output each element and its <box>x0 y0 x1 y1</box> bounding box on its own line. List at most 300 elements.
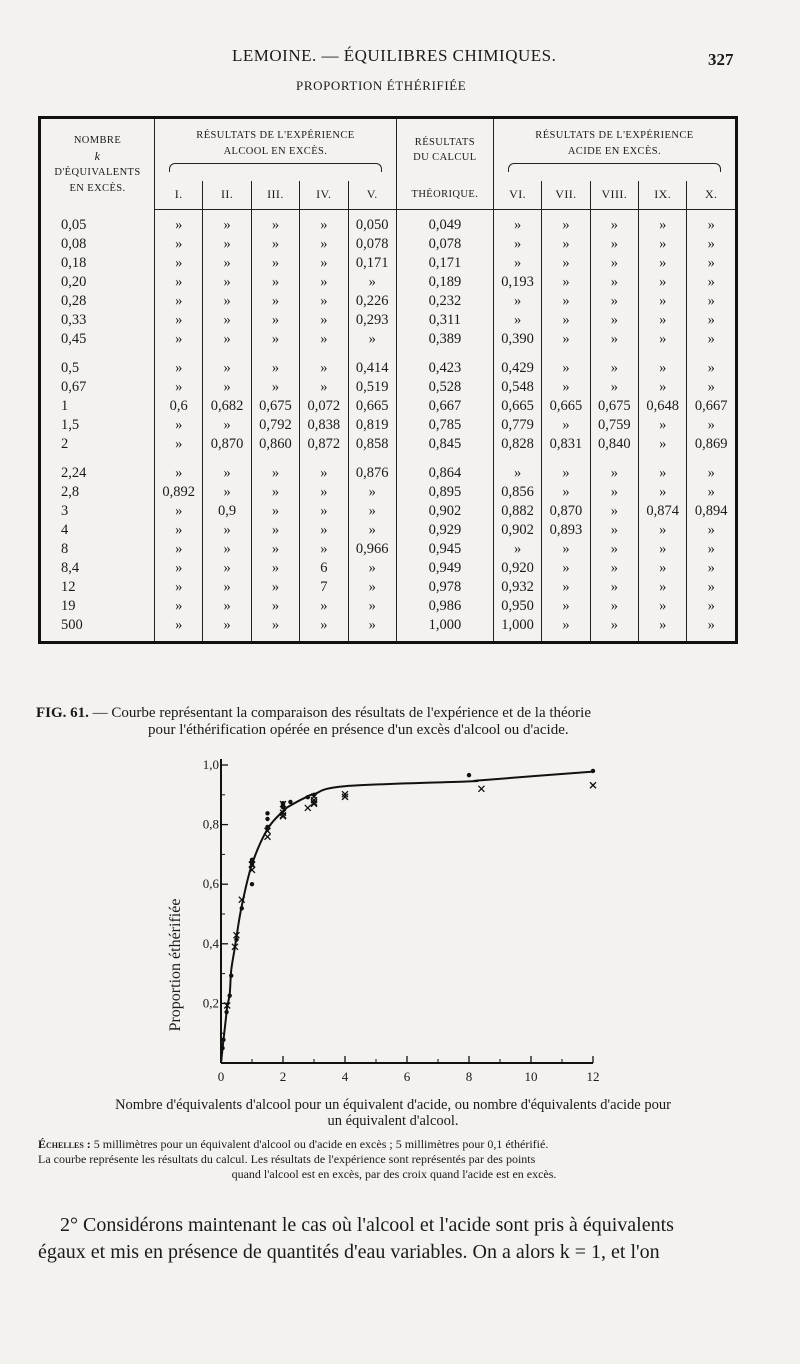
cell-k: 0,67 <box>40 378 155 397</box>
table-cell: » <box>251 578 299 597</box>
table-cell: » <box>155 435 203 454</box>
experiment-point-marker <box>227 993 231 997</box>
x-tick-label: 12 <box>586 1069 600 1084</box>
table-cell: 0,389 <box>396 330 493 349</box>
table-cell: » <box>348 330 396 349</box>
table-cell: 0,870 <box>542 502 590 521</box>
table-cell: » <box>542 311 590 330</box>
table-cell: » <box>155 597 203 616</box>
table-cell: » <box>251 483 299 502</box>
table-row <box>40 210 737 236</box>
x-axis-title <box>36 1097 750 1129</box>
table-cell: » <box>493 254 541 273</box>
table-cell: » <box>300 210 348 236</box>
table-cell: 0,072 <box>300 397 348 416</box>
table-cell: » <box>639 273 687 292</box>
table-cell: » <box>300 616 348 643</box>
table-cell: » <box>300 359 348 378</box>
table-cell: 0,828 <box>493 435 541 454</box>
figure-caption-line1: — Courbe représentant la comparaison des résultats de l'expérience et de la théorie <box>92 705 592 721</box>
table-cell: » <box>155 330 203 349</box>
table-cell: » <box>639 378 687 397</box>
y-tick-label: 0,6 <box>202 876 219 892</box>
experiment-point-marker <box>265 811 269 815</box>
table-cell: » <box>639 435 687 454</box>
theory-curve <box>221 772 593 1063</box>
cell-k: 2 <box>40 435 155 454</box>
table-cell: » <box>203 464 251 483</box>
table-cell: 0,189 <box>396 273 493 292</box>
table-cell: » <box>300 235 348 254</box>
col-group-calcul: RÉSULTATS DU CALCUL <box>396 118 493 182</box>
experiment-point-marker <box>288 800 292 804</box>
col-header-roman: VI. <box>493 181 541 210</box>
table-cell: 0,665 <box>542 397 590 416</box>
table-cell: 0,232 <box>396 292 493 311</box>
table-cell: 0,902 <box>493 521 541 540</box>
experiment-cross-marker <box>590 782 596 788</box>
table-cell: » <box>639 292 687 311</box>
cell-k: 2,24 <box>40 464 155 483</box>
col-header-k: NOMBRE k D'ÉQUIVALENTS EN EXCÈS. <box>40 118 155 210</box>
figure-caption <box>36 705 746 739</box>
table-cell: 0,423 <box>396 359 493 378</box>
table-cell: » <box>300 254 348 273</box>
table-cell: » <box>251 464 299 483</box>
table-cell: » <box>251 292 299 311</box>
table-cell: » <box>639 311 687 330</box>
table-row <box>40 254 737 273</box>
table-cell: 0,667 <box>396 397 493 416</box>
col-header-roman: X. <box>687 181 737 210</box>
col-header-roman: IV. <box>300 181 348 210</box>
table-cell: 0,665 <box>348 397 396 416</box>
table-cell: » <box>590 483 638 502</box>
cell-k: 0,05 <box>40 210 155 236</box>
table-cell: » <box>542 540 590 559</box>
y-tick-label: 0,8 <box>202 816 219 832</box>
table-cell: 7 <box>300 578 348 597</box>
table-cell: » <box>542 616 590 643</box>
table-row <box>40 540 737 559</box>
x-axis-title-line1: Nombre d'équivalents d'alcool pour un équivalent d'acide, ou nombre d'équivalents d'acide pour <box>115 1097 671 1113</box>
table-cell: 0,945 <box>396 540 493 559</box>
table-row <box>40 483 737 502</box>
table-cell: 0,528 <box>396 378 493 397</box>
table-cell: » <box>590 330 638 349</box>
table-cell: » <box>348 559 396 578</box>
x-tick-label: 6 <box>403 1069 411 1084</box>
table-row <box>40 578 737 597</box>
table-cell: » <box>542 464 590 483</box>
table-cell: » <box>251 273 299 292</box>
table-cell: » <box>590 311 638 330</box>
table-cell: 0,966 <box>348 540 396 559</box>
table-cell: » <box>707 579 715 595</box>
table-cell: » <box>639 464 687 483</box>
col-header-roman: II. <box>203 181 251 210</box>
col-group-alcool: RÉSULTATS DE L'EXPÉRIENCE ALCOOL EN EXCÈS. <box>155 118 397 182</box>
table-row <box>40 359 737 378</box>
figure-label: FIG. 61. <box>36 705 89 721</box>
col-header-roman: III. <box>251 181 299 210</box>
etherification-chart <box>0 740 800 1090</box>
table-row <box>40 273 737 292</box>
experiment-cross-marker <box>478 786 484 792</box>
table-cell: 0,838 <box>300 416 348 435</box>
table-cell: » <box>155 292 203 311</box>
table-cell: » <box>155 235 203 254</box>
table-cell: » <box>707 617 715 633</box>
experiment-point-marker <box>306 795 310 799</box>
table-cell: 0,792 <box>251 416 299 435</box>
table-cell: 0,894 <box>694 503 728 519</box>
table-cell: 0,050 <box>348 210 396 236</box>
table-cell: 0,311 <box>396 311 493 330</box>
table-cell: » <box>348 521 396 540</box>
table-row <box>40 378 737 397</box>
table-cell: 0,548 <box>493 378 541 397</box>
table-cell: » <box>155 210 203 236</box>
table-cell: » <box>251 311 299 330</box>
col-header-roman: V. <box>348 181 396 210</box>
table-cell: » <box>542 359 590 378</box>
table-cell: » <box>542 416 590 435</box>
table-cell: » <box>590 464 638 483</box>
table-cell: » <box>493 292 541 311</box>
experiment-cross-marker <box>305 805 311 811</box>
table-cell: » <box>590 378 638 397</box>
table-row <box>40 416 737 435</box>
table-cell: » <box>155 359 203 378</box>
table-cell: 0,929 <box>396 521 493 540</box>
table-cell: » <box>493 311 541 330</box>
table-cell: » <box>639 359 687 378</box>
table-cell: 0,932 <box>493 578 541 597</box>
table-header-row <box>40 118 737 182</box>
table-cell: » <box>639 540 687 559</box>
table-cell: » <box>542 235 590 254</box>
table-cell: » <box>493 235 541 254</box>
cell-k: 0,33 <box>40 311 155 330</box>
table-cell: » <box>542 210 590 236</box>
table-cell: 0,950 <box>493 597 541 616</box>
chart-axes <box>221 759 593 1063</box>
cell-k: 0,20 <box>40 273 155 292</box>
table-cell: » <box>348 273 396 292</box>
table-body <box>40 210 737 643</box>
x-tick-label: 4 <box>341 1069 349 1084</box>
table-cell: 0,519 <box>348 378 396 397</box>
table-cell: » <box>300 597 348 616</box>
cell-k: 1 <box>40 397 155 416</box>
table-cell: 0,078 <box>348 235 396 254</box>
table-cell: » <box>639 330 687 349</box>
table-cell: » <box>251 559 299 578</box>
experiment-point-marker <box>234 937 238 941</box>
figure-notes <box>38 1137 750 1182</box>
cell-k: 4 <box>40 521 155 540</box>
table-cell: » <box>203 578 251 597</box>
table-cell: » <box>300 330 348 349</box>
table-cell: » <box>707 236 715 252</box>
cell-k: 0,18 <box>40 254 155 273</box>
table-cell: 0,920 <box>493 559 541 578</box>
table-cell: » <box>348 597 396 616</box>
scales-label: Échelles : <box>38 1137 91 1151</box>
table-cell: » <box>639 210 687 236</box>
y-axis-label: Proportion éthérifiée <box>167 898 184 1032</box>
table-cell: » <box>639 559 687 578</box>
table-row <box>40 502 737 521</box>
table-row <box>40 559 737 578</box>
table-cell: » <box>348 502 396 521</box>
table-cell: 0,429 <box>493 359 541 378</box>
table-cell: » <box>639 235 687 254</box>
table-cell: 0,831 <box>542 435 590 454</box>
table-cell: 0,845 <box>396 435 493 454</box>
table-cell: » <box>203 483 251 502</box>
table-cell: » <box>639 254 687 273</box>
cell-k: 0,28 <box>40 292 155 311</box>
note-line1: La courbe représente les résultats du calcul. Les résultats de l'expérience sont représentés par des points <box>38 1152 536 1166</box>
table-cell: » <box>203 235 251 254</box>
table-cell: » <box>203 292 251 311</box>
table-cell: » <box>542 330 590 349</box>
table-cell: » <box>155 616 203 643</box>
col-group-acide: RÉSULTATS DE L'EXPÉRIENCE ACIDE EN EXCÈS. <box>493 118 736 182</box>
table-cell: 0,864 <box>396 464 493 483</box>
table-cell: 6 <box>300 559 348 578</box>
table-row <box>40 235 737 254</box>
page-number: 327 <box>708 50 734 69</box>
cell-k: 0,5 <box>40 359 155 378</box>
table-cell: 0,193 <box>493 273 541 292</box>
table-cell: » <box>155 578 203 597</box>
table-cell: » <box>590 540 638 559</box>
table-cell: » <box>203 210 251 236</box>
table-cell: » <box>203 330 251 349</box>
table-cell: » <box>542 273 590 292</box>
col-header-roman: IX. <box>639 181 687 210</box>
x-axis-title-line2: un équivalent d'alcool. <box>327 1113 459 1129</box>
table-cell: » <box>251 597 299 616</box>
table-cell: » <box>590 254 638 273</box>
table-cell: » <box>707 331 715 347</box>
table-cell: » <box>639 616 687 643</box>
etherification-table <box>38 116 738 644</box>
table-cell: » <box>707 522 715 538</box>
table-row <box>40 330 737 349</box>
table-cell: 0,049 <box>396 210 493 236</box>
table-cell: » <box>639 483 687 502</box>
table-cell: » <box>542 597 590 616</box>
cell-k: 1,5 <box>40 416 155 435</box>
col-header-roman: VII. <box>542 181 590 210</box>
table-cell: » <box>251 254 299 273</box>
table-cell: 1,000 <box>396 616 493 643</box>
table-cell: » <box>300 502 348 521</box>
table-cell: » <box>203 540 251 559</box>
experiment-cross-marker <box>265 834 271 840</box>
table-cell: » <box>155 464 203 483</box>
table-cell: 0,870 <box>203 435 251 454</box>
experiment-point-marker <box>591 769 595 773</box>
table-cell: » <box>707 560 715 576</box>
x-tick-label: 0 <box>217 1069 225 1084</box>
table-cell: » <box>707 465 715 481</box>
col-header-roman: VIII. <box>590 181 638 210</box>
cell-k: 12 <box>40 578 155 597</box>
table-cell: 0,840 <box>590 435 638 454</box>
table-cell: » <box>639 578 687 597</box>
body-line2: égaux et mis en présence de quantités d'eau variables. On a alors k = 1, et l'on <box>38 1241 660 1263</box>
group-spacer <box>40 349 737 359</box>
table-cell: 0,667 <box>694 398 728 414</box>
table-cell: » <box>707 379 715 395</box>
experiment-point-marker <box>220 1046 224 1050</box>
table-cell: » <box>493 210 541 236</box>
table-cell: 1,000 <box>493 616 541 643</box>
table-cell: 0,390 <box>493 330 541 349</box>
body-paragraph <box>38 1212 750 1266</box>
table-cell: » <box>251 540 299 559</box>
experiment-point-marker <box>265 817 269 821</box>
table-cell: » <box>542 378 590 397</box>
x-tick-label: 10 <box>524 1069 538 1084</box>
table-cell: » <box>155 559 203 578</box>
table-cell: » <box>590 235 638 254</box>
table-cell: » <box>203 254 251 273</box>
table-cell: » <box>348 578 396 597</box>
table-cell: » <box>493 464 541 483</box>
table-cell: » <box>251 616 299 643</box>
experiment-point-marker <box>224 1010 228 1014</box>
experiment-point-marker <box>250 882 254 886</box>
table-cell: » <box>300 273 348 292</box>
table-caption: PROPORTION ÉTHÉRIFIÉE <box>296 78 467 93</box>
y-tick-label: 0,2 <box>202 995 219 1011</box>
cell-k: 8,4 <box>40 559 155 578</box>
table-cell: 0,6 <box>155 397 203 416</box>
table-cell: » <box>707 484 715 500</box>
table-cell: » <box>590 559 638 578</box>
table-cell: 0,819 <box>348 416 396 435</box>
table-cell: » <box>155 416 203 435</box>
table-cell: » <box>590 597 638 616</box>
table-cell: 0,895 <box>396 483 493 502</box>
table-cell: » <box>707 255 715 271</box>
table-cell: 0,874 <box>639 502 687 521</box>
cell-k: 8 <box>40 540 155 559</box>
table-cell: 0,860 <box>251 435 299 454</box>
cell-k: 19 <box>40 597 155 616</box>
table-cell: 0,785 <box>396 416 493 435</box>
table-cell: » <box>300 292 348 311</box>
group-spacer <box>40 454 737 464</box>
table-cell: » <box>155 254 203 273</box>
table-cell: » <box>639 521 687 540</box>
table-cell: » <box>203 359 251 378</box>
table-cell: » <box>203 616 251 643</box>
table-cell: 0,9 <box>203 502 251 521</box>
col-header-roman: I. <box>155 181 203 210</box>
experiment-point-marker <box>240 906 244 910</box>
table-cell: 0,876 <box>348 464 396 483</box>
table-cell: 0,986 <box>396 597 493 616</box>
table-cell: 0,648 <box>639 397 687 416</box>
table-cell: » <box>203 559 251 578</box>
table-cell: » <box>300 521 348 540</box>
table-cell: » <box>300 483 348 502</box>
table-cell: » <box>590 273 638 292</box>
col-header-theorique: THÉORIQUE. <box>396 181 493 210</box>
table-cell: 0,869 <box>694 436 728 452</box>
bracket <box>169 163 382 172</box>
table-row <box>40 311 737 330</box>
table-cell: » <box>707 217 715 233</box>
bracket <box>508 163 721 172</box>
table-cell: » <box>542 483 590 502</box>
table-cell: » <box>155 311 203 330</box>
table-row <box>40 597 737 616</box>
table-cell: » <box>590 616 638 643</box>
experiment-point-marker <box>229 973 233 977</box>
table-cell: 0,414 <box>348 359 396 378</box>
table-cell: » <box>203 597 251 616</box>
table-cell: 0,675 <box>590 397 638 416</box>
table-row <box>40 464 737 483</box>
table-cell: 0,293 <box>348 311 396 330</box>
table-row <box>40 397 737 416</box>
table-cell: » <box>300 464 348 483</box>
table-cell: 0,675 <box>251 397 299 416</box>
table-cell: » <box>542 254 590 273</box>
data-markers <box>220 769 596 1051</box>
x-tick-label: 8 <box>465 1069 473 1084</box>
y-tick-label: 1,0 <box>202 757 219 772</box>
body-line1: 2° Considérons maintenant le cas où l'alcool et l'acide sont pris à équivalents <box>60 1214 674 1236</box>
table-cell: » <box>251 359 299 378</box>
table-cell: » <box>707 598 715 614</box>
table-row <box>40 616 737 643</box>
table-cell: » <box>348 483 396 502</box>
table-cell: » <box>203 521 251 540</box>
figure-caption-line2: pour l'éthérification opérée en présence d'un excès d'alcool ou d'acide. <box>148 722 569 738</box>
cell-k: 3 <box>40 502 155 521</box>
experiment-point-marker <box>221 1038 225 1042</box>
table-cell: » <box>251 378 299 397</box>
table-cell: » <box>542 292 590 311</box>
table-cell: 0,226 <box>348 292 396 311</box>
table-cell: 0,856 <box>493 483 541 502</box>
table-cell: » <box>707 541 715 557</box>
table-cell: 0,949 <box>396 559 493 578</box>
experiment-point-marker <box>467 773 471 777</box>
table-cell: » <box>348 616 396 643</box>
chart-ticks <box>203 757 600 1084</box>
table-cell: » <box>155 540 203 559</box>
table-cell: » <box>155 273 203 292</box>
table-row <box>40 435 737 454</box>
table-cell: » <box>639 597 687 616</box>
table-cell: » <box>203 311 251 330</box>
table-cell: » <box>707 293 715 309</box>
table-cell: » <box>251 235 299 254</box>
table-cell: » <box>251 210 299 236</box>
table-cell: » <box>203 273 251 292</box>
table-cell: » <box>542 559 590 578</box>
